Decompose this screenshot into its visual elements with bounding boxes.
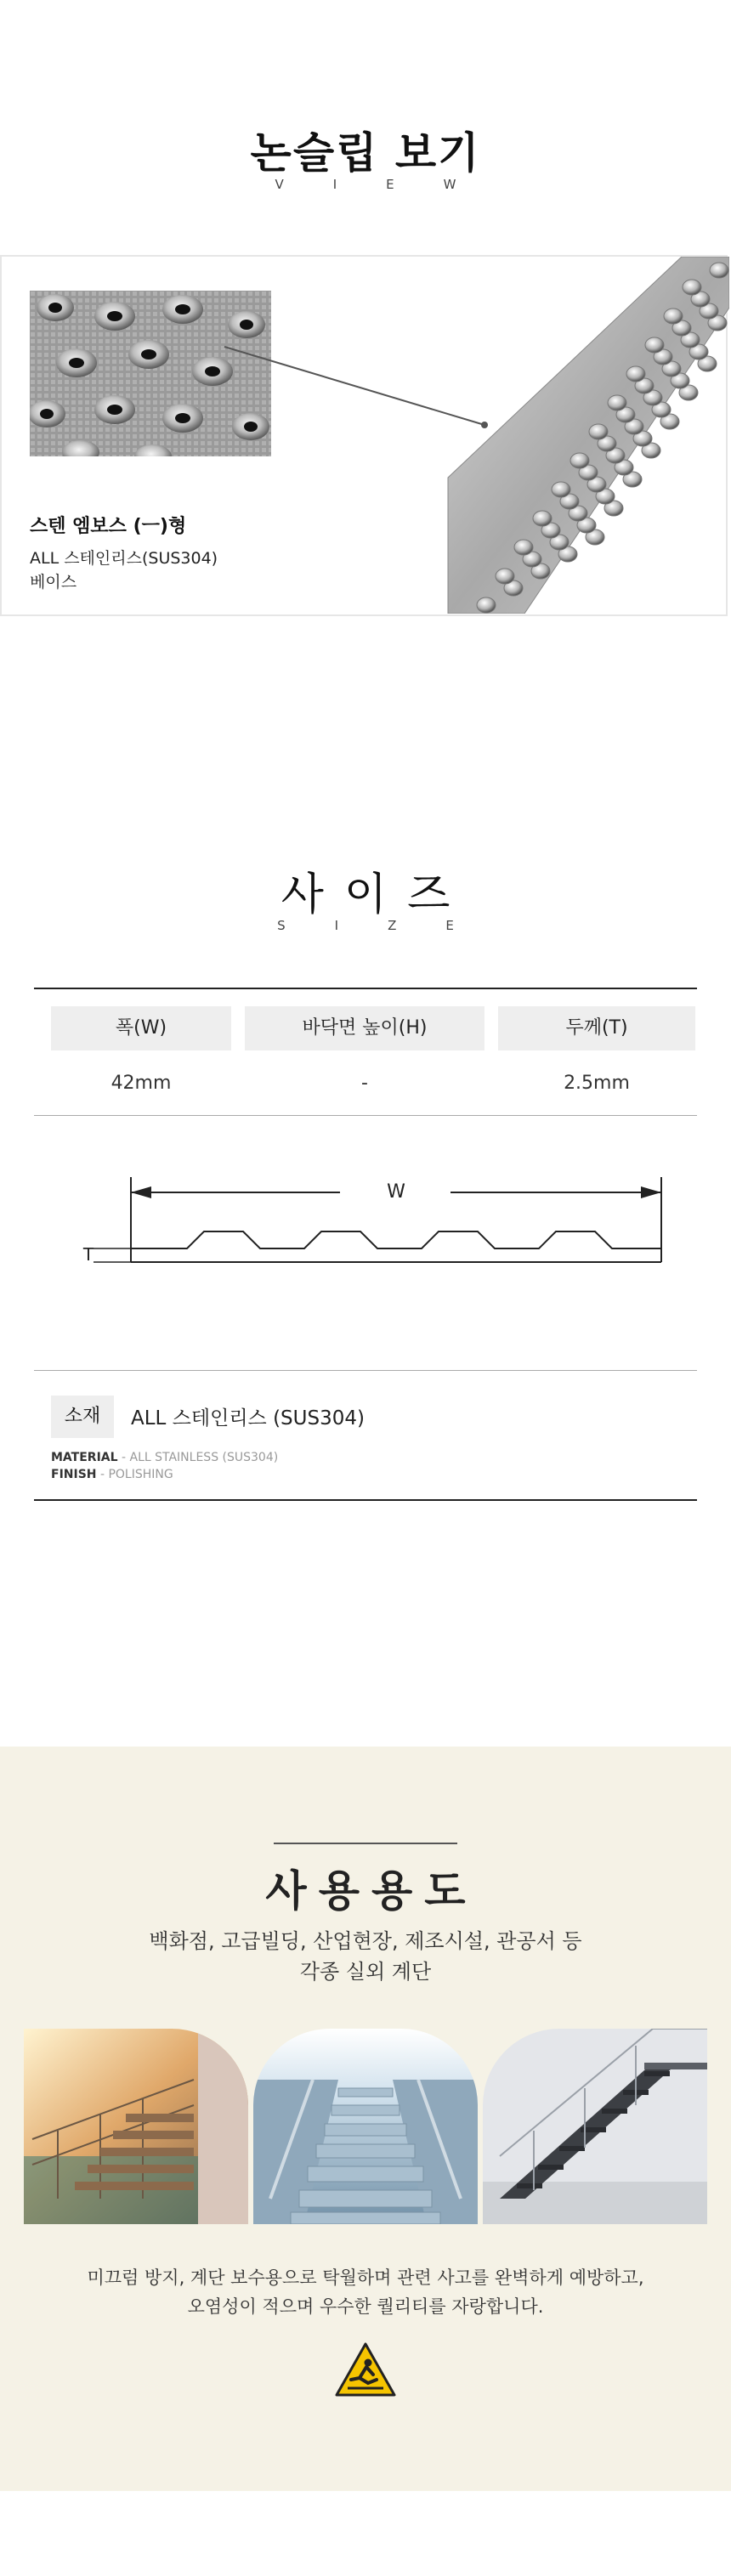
- material-key: MATERIAL: [51, 1451, 118, 1464]
- usage-title: 사용용도: [265, 1866, 478, 1916]
- header-floor-height: 바닥면 높이(H): [245, 1006, 484, 1050]
- table-top-rule: [34, 988, 697, 989]
- view-title: 논슬립 보기: [250, 128, 481, 178]
- view-panel: [0, 255, 728, 616]
- usage-photo-indoor-stairs: [24, 2029, 248, 2224]
- material-bottom-rule: [34, 1499, 697, 1501]
- value-thickness: 2.5mm: [564, 1073, 630, 1094]
- profile-diagram: [76, 1169, 672, 1279]
- finish-spec-line: [51, 1468, 173, 1481]
- usage-note-line2: 오염성이 적으며 우수한 퀄리티를 자랑합니다.: [187, 2296, 544, 2317]
- product-material: ALL 스테인리스(SUS304): [30, 549, 218, 568]
- size-title: 사이즈: [280, 869, 471, 920]
- diagram-t-label: T: [82, 1244, 94, 1265]
- finish-key: FINISH: [51, 1468, 97, 1481]
- material-top-rule: [34, 1370, 697, 1371]
- finish-value: - POLISHING: [96, 1468, 173, 1481]
- header-width: 폭(W): [51, 1006, 231, 1050]
- material-value: - ALL STAINLESS (SUS304): [117, 1451, 279, 1464]
- view-subtitle: VIEW: [275, 177, 506, 192]
- nonslip-plate-image: [444, 257, 729, 614]
- usage-photo-outdoor-stairs: [253, 2029, 478, 2224]
- usage-desc-line1: 백화점, 고급빌딩, 산업현장, 제조시설, 관공서 등: [149, 1929, 582, 1953]
- usage-divider: [274, 1843, 457, 1844]
- header-thickness: 두께(T): [498, 1006, 695, 1050]
- material-badge: 소재: [51, 1396, 114, 1438]
- product-base: 베이스: [30, 573, 77, 592]
- diagram-w-label: W: [387, 1181, 405, 1203]
- material-text: ALL 스테인리스 (SUS304): [131, 1407, 365, 1430]
- product-name: 스텐 엠보스 (ㅡ)형: [30, 516, 187, 537]
- value-floor-height: -: [361, 1073, 368, 1094]
- table-bottom-rule: [34, 1115, 697, 1116]
- usage-photo-steel-stairs: [483, 2029, 707, 2224]
- usage-note-line1: 미끄럼 방지, 계단 보수용으로 탁월하며 관련 사고를 완벽하게 예방하고,: [87, 2267, 644, 2288]
- slip-warning-icon: [334, 2341, 397, 2398]
- value-width: 42mm: [110, 1073, 172, 1094]
- usage-desc-line2: 각종 실외 계단: [299, 1960, 432, 1984]
- material-spec-line: [51, 1451, 278, 1464]
- size-subtitle: SIZE: [277, 918, 503, 933]
